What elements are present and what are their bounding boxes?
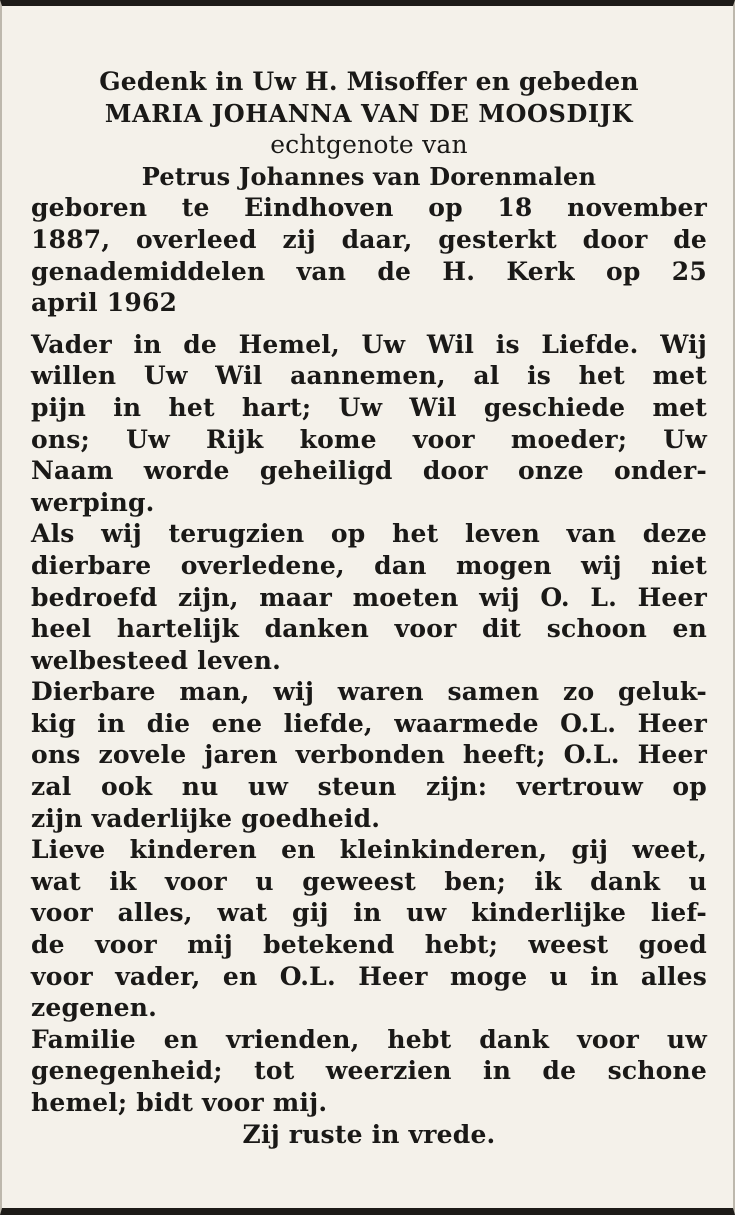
spouse-name: Petrus Johannes van Dorenmalen bbox=[141, 161, 597, 191]
paragraph-line: willen Uw Wil aannemen, al is het met bbox=[31, 361, 707, 391]
biography-line: april 1962 bbox=[31, 288, 178, 318]
paragraph-reflection bbox=[31, 518, 707, 676]
paragraph-line: de voor mij betekend hebt; weest goed bbox=[31, 930, 707, 960]
paragraph-line: bedroefd zijn, maar moeten wij O. L. Heer bbox=[31, 582, 707, 612]
paragraph-line: kig in die ene liefde, waarmede O.L. Heer bbox=[31, 708, 707, 738]
biography-line: genademiddelen van de H. Kerk op 25 bbox=[31, 256, 707, 286]
paragraph-children bbox=[31, 834, 707, 1024]
paragraph-line: welbesteed leven. bbox=[31, 645, 282, 675]
paragraph-prayer bbox=[31, 329, 707, 519]
paragraph-line: genegenheid; tot weerzien in de schone bbox=[31, 1056, 707, 1086]
paragraph-husband bbox=[31, 676, 707, 834]
paragraph-line: Als wij terugzien op het leven van deze bbox=[31, 519, 707, 549]
paragraph-line: zegenen. bbox=[31, 993, 158, 1023]
paragraph-family bbox=[31, 1024, 707, 1119]
paragraph-line: Familie en vrienden, hebt dank voor uw bbox=[31, 1024, 707, 1054]
biography-line: 1887, overleed zij daar, gesterkt door de bbox=[31, 224, 707, 254]
closing-line: Zij ruste in vrede. bbox=[242, 1119, 496, 1149]
paragraph-line: Dierbare man, wij waren samen zo geluk- bbox=[31, 677, 707, 707]
paragraph-line: Vader in de Hemel, Uw Wil is Liefde. Wij bbox=[31, 329, 707, 359]
paragraph-line: heel hartelijk danken voor dit schoon en bbox=[31, 614, 707, 644]
paragraph-line: zijn vaderlijke goedheid. bbox=[31, 803, 381, 833]
card-text bbox=[31, 66, 707, 1150]
deceased-name: MARIA JOHANNA VAN DE MOOSDIJK bbox=[104, 98, 634, 128]
paragraph-line: werping. bbox=[31, 487, 155, 517]
paragraph-line: ons zovele jaren verbonden heeft; O.L. Heer bbox=[31, 740, 707, 770]
biography-block bbox=[31, 192, 707, 318]
paragraph-line: pijn in het hart; Uw Wil geschiede met bbox=[31, 392, 707, 422]
paragraph-line: dierbare overledene, dan mogen wij niet bbox=[31, 550, 707, 580]
paragraph-line: zal ook nu uw steun zijn: vertrouw op bbox=[31, 772, 707, 802]
paragraph-line: voor vader, en O.L. Heer moge u in alles bbox=[31, 961, 707, 991]
relation-line: echtgenote van bbox=[270, 130, 468, 160]
paragraph-line: wat ik voor u geweest ben; ik dank u bbox=[31, 866, 707, 896]
intro-line: Gedenk in Uw H. Misoffer en gebeden bbox=[99, 67, 639, 96]
paragraph-line: Lieve kinderen en kleinkinderen, gij weet, bbox=[31, 835, 707, 865]
biography-line: geboren te Eindhoven op 18 november bbox=[31, 193, 707, 223]
paragraph-line: voor alles, wat gij in uw kinderlijke lief- bbox=[31, 898, 707, 928]
paragraph-line: hemel; bidt voor mij. bbox=[31, 1088, 328, 1117]
paragraph-line: Naam worde geheiligd door onze onder- bbox=[31, 456, 707, 486]
paragraph-line: ons; Uw Rijk kome voor moeder; Uw bbox=[31, 424, 707, 454]
header-block bbox=[31, 66, 707, 192]
